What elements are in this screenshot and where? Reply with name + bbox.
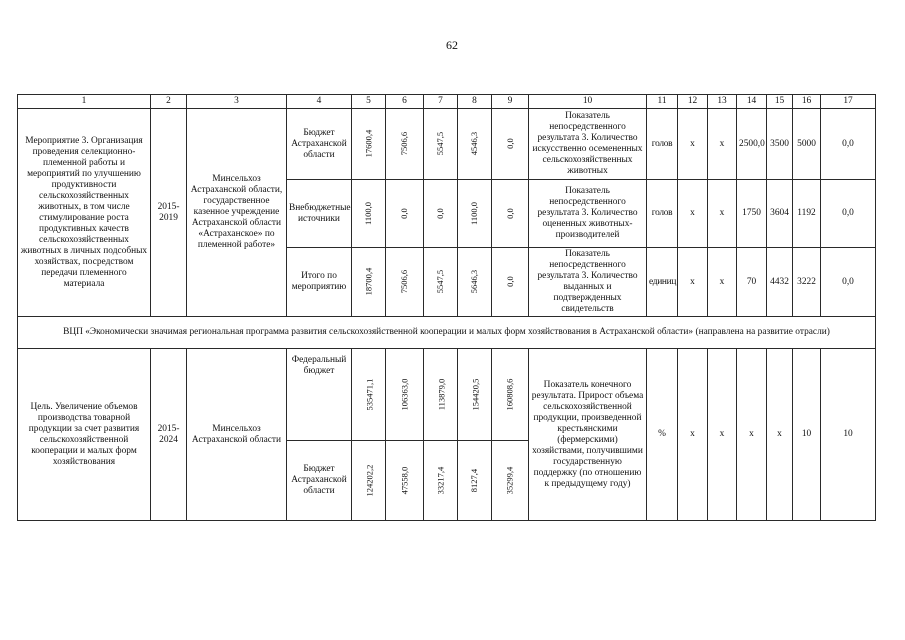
value-cell [386, 180, 424, 248]
indicator-text: Показатель непосредственного результата 3. Количество искусственно осемененных сельскохозяйственных животных [529, 109, 647, 180]
goal-target: 10 [793, 349, 821, 521]
value-cell [458, 180, 492, 248]
col-num-6: 6 [386, 95, 424, 109]
target-cell: 4432 [767, 248, 793, 317]
value-cell [352, 180, 386, 248]
value-text: 113879,0 [436, 378, 447, 410]
col-num-9: 9 [492, 95, 529, 109]
target-cell: 0,0 [821, 248, 876, 317]
target-cell: х [678, 109, 708, 180]
target-cell: 0,0 [821, 109, 876, 180]
value-text: 0,0 [504, 138, 515, 149]
indicator-text: Показатель непосредственного результата 3. Количество выданных и подтвержденных свидетельств [529, 248, 647, 317]
measure3-row-budget [18, 109, 876, 180]
value-text: 124202,2 [364, 464, 375, 496]
unit-cell: голов [647, 180, 678, 248]
target-cell: х [678, 180, 708, 248]
value-text: 160808,6 [504, 378, 515, 410]
target-cell: 0,0 [821, 180, 876, 248]
value-text: 35299,4 [504, 466, 515, 494]
col-num-3: 3 [187, 95, 287, 109]
col-num-12: 12 [678, 95, 708, 109]
value-text: 33217,4 [435, 466, 445, 494]
value-cell [386, 441, 424, 521]
column-number-row [18, 95, 876, 109]
target-cell: 1750 [737, 180, 767, 248]
value-cell [424, 441, 458, 521]
value-cell [424, 109, 458, 180]
value-cell [492, 248, 529, 317]
col-num-13: 13 [708, 95, 737, 109]
target-cell: 1192 [793, 180, 821, 248]
goal-executor: Минсельхоз Астраханской области [187, 349, 287, 521]
target-cell: х [708, 109, 737, 180]
goal-target: х [678, 349, 708, 521]
value-text: 154420,5 [470, 378, 481, 410]
value-cell [352, 248, 386, 317]
value-text: 535471,1 [364, 378, 375, 410]
measure3-executor: Минсельхоз Астраханской области, государственное казенное учреждение Астраханской области «Астраханское» по племенной работе» [187, 109, 287, 317]
col-num-15: 15 [767, 95, 793, 109]
col-num-1: 1 [18, 95, 151, 109]
col-num-4: 4 [287, 95, 352, 109]
funding-source: Итого по мероприятию [287, 248, 352, 317]
measure3-period: 2015-2019 [151, 109, 187, 317]
goal-period: 2015-2024 [151, 349, 187, 521]
goal-unit: % [647, 349, 678, 521]
col-num-2: 2 [151, 95, 187, 109]
value-cell [492, 180, 529, 248]
value-text: 0,0 [504, 207, 515, 219]
value-text: 0,0 [435, 207, 445, 219]
funding-source: Федеральный бюджет [287, 349, 352, 441]
value-text: 1100,0 [469, 201, 479, 225]
value-text: 17600,4 [363, 129, 373, 158]
target-cell: х [678, 248, 708, 317]
value-text: 4546,3 [469, 131, 479, 156]
value-cell [352, 109, 386, 180]
unit-cell: голов [647, 109, 678, 180]
value-cell [492, 441, 529, 521]
funding-source: Внебюджетные источники [287, 180, 352, 248]
value-text: 7506,6 [399, 131, 409, 156]
value-text: 7506,6 [399, 269, 409, 294]
value-cell [352, 349, 386, 441]
value-text: 47558,0 [399, 466, 409, 494]
value-cell [458, 248, 492, 317]
unit-cell: единиц [647, 248, 678, 317]
target-cell: х [708, 180, 737, 248]
value-cell [386, 109, 424, 180]
target-cell: х [708, 248, 737, 317]
value-cell [386, 349, 424, 441]
value-cell [424, 180, 458, 248]
goal-target: 10 [821, 349, 876, 521]
goal-target: х [767, 349, 793, 521]
value-cell [458, 441, 492, 521]
value-text: 5547,5 [435, 269, 445, 294]
goal-name: Цель. Увеличение объемов производства товарной продукции за счет развития сельскохозяйственной кооперации и малых форм хозяйствования [18, 349, 151, 521]
value-cell [458, 349, 492, 441]
measure3-name: Мероприятие 3. Организация проведения селекционно-племенной работы и мероприятий по улучшению продуктивности сельскохозяйственных животных, в том числе стимулирование роста продуктивных качеств сельскохозяйственных животных в личных подсобных хозяйствах, посредством передачи племенного материала [18, 109, 151, 317]
goal-indicator: Показатель конечного результата. Прирост объема сельскохозяйственной продукции, произведенной крестьянскими (фермерскими) хозяйствами, получившими государственную поддержку (по отношению к предыдущему году) [529, 349, 647, 521]
col-num-7: 7 [424, 95, 458, 109]
value-text: 0,0 [504, 276, 515, 287]
indicator-text: Показатель непосредственного результата 3. Количество оцененных животных-производителей [529, 180, 647, 248]
page-number: 62 [446, 38, 458, 52]
vcp-banner: ВЦП «Экономически значимая региональная программа развития сельскохозяйственной кооперации и малых форм хозяйствования в Астраханской области» (направлена на развитие отрасли) [18, 317, 876, 349]
funding-source: Бюджет Астраханской области [287, 109, 352, 180]
value-cell [424, 349, 458, 441]
value-cell [424, 248, 458, 317]
vcp-banner-row [18, 317, 876, 349]
col-num-17: 17 [821, 95, 876, 109]
col-num-14: 14 [737, 95, 767, 109]
funding-source: Бюджет Астраханской области [287, 441, 352, 521]
value-text: 106363,0 [399, 378, 409, 410]
value-cell [492, 109, 529, 180]
value-text: 18700,4 [363, 267, 373, 296]
col-num-8: 8 [458, 95, 492, 109]
target-cell: 3500 [767, 109, 793, 180]
value-cell [386, 248, 424, 317]
value-cell [492, 349, 529, 441]
value-text: 5646,3 [469, 269, 479, 294]
value-cell [458, 109, 492, 180]
target-cell: 5000 [793, 109, 821, 180]
value-text: 0,0 [399, 207, 409, 219]
col-num-11: 11 [647, 95, 678, 109]
col-num-16: 16 [793, 95, 821, 109]
value-text: 5547,5 [435, 131, 445, 156]
target-cell: 2500,0 [737, 109, 767, 180]
target-cell: 3222 [793, 248, 821, 317]
value-text: 8127,4 [469, 468, 479, 492]
program-table [17, 94, 876, 521]
goal-row-federal [18, 349, 876, 441]
goal-target: х [708, 349, 737, 521]
col-num-5: 5 [352, 95, 386, 109]
value-cell [352, 441, 386, 521]
col-num-10: 10 [529, 95, 647, 109]
target-cell: 3604 [767, 180, 793, 248]
target-cell: 70 [737, 248, 767, 317]
goal-target: х [737, 349, 767, 521]
value-text: 1100,0 [363, 201, 373, 225]
